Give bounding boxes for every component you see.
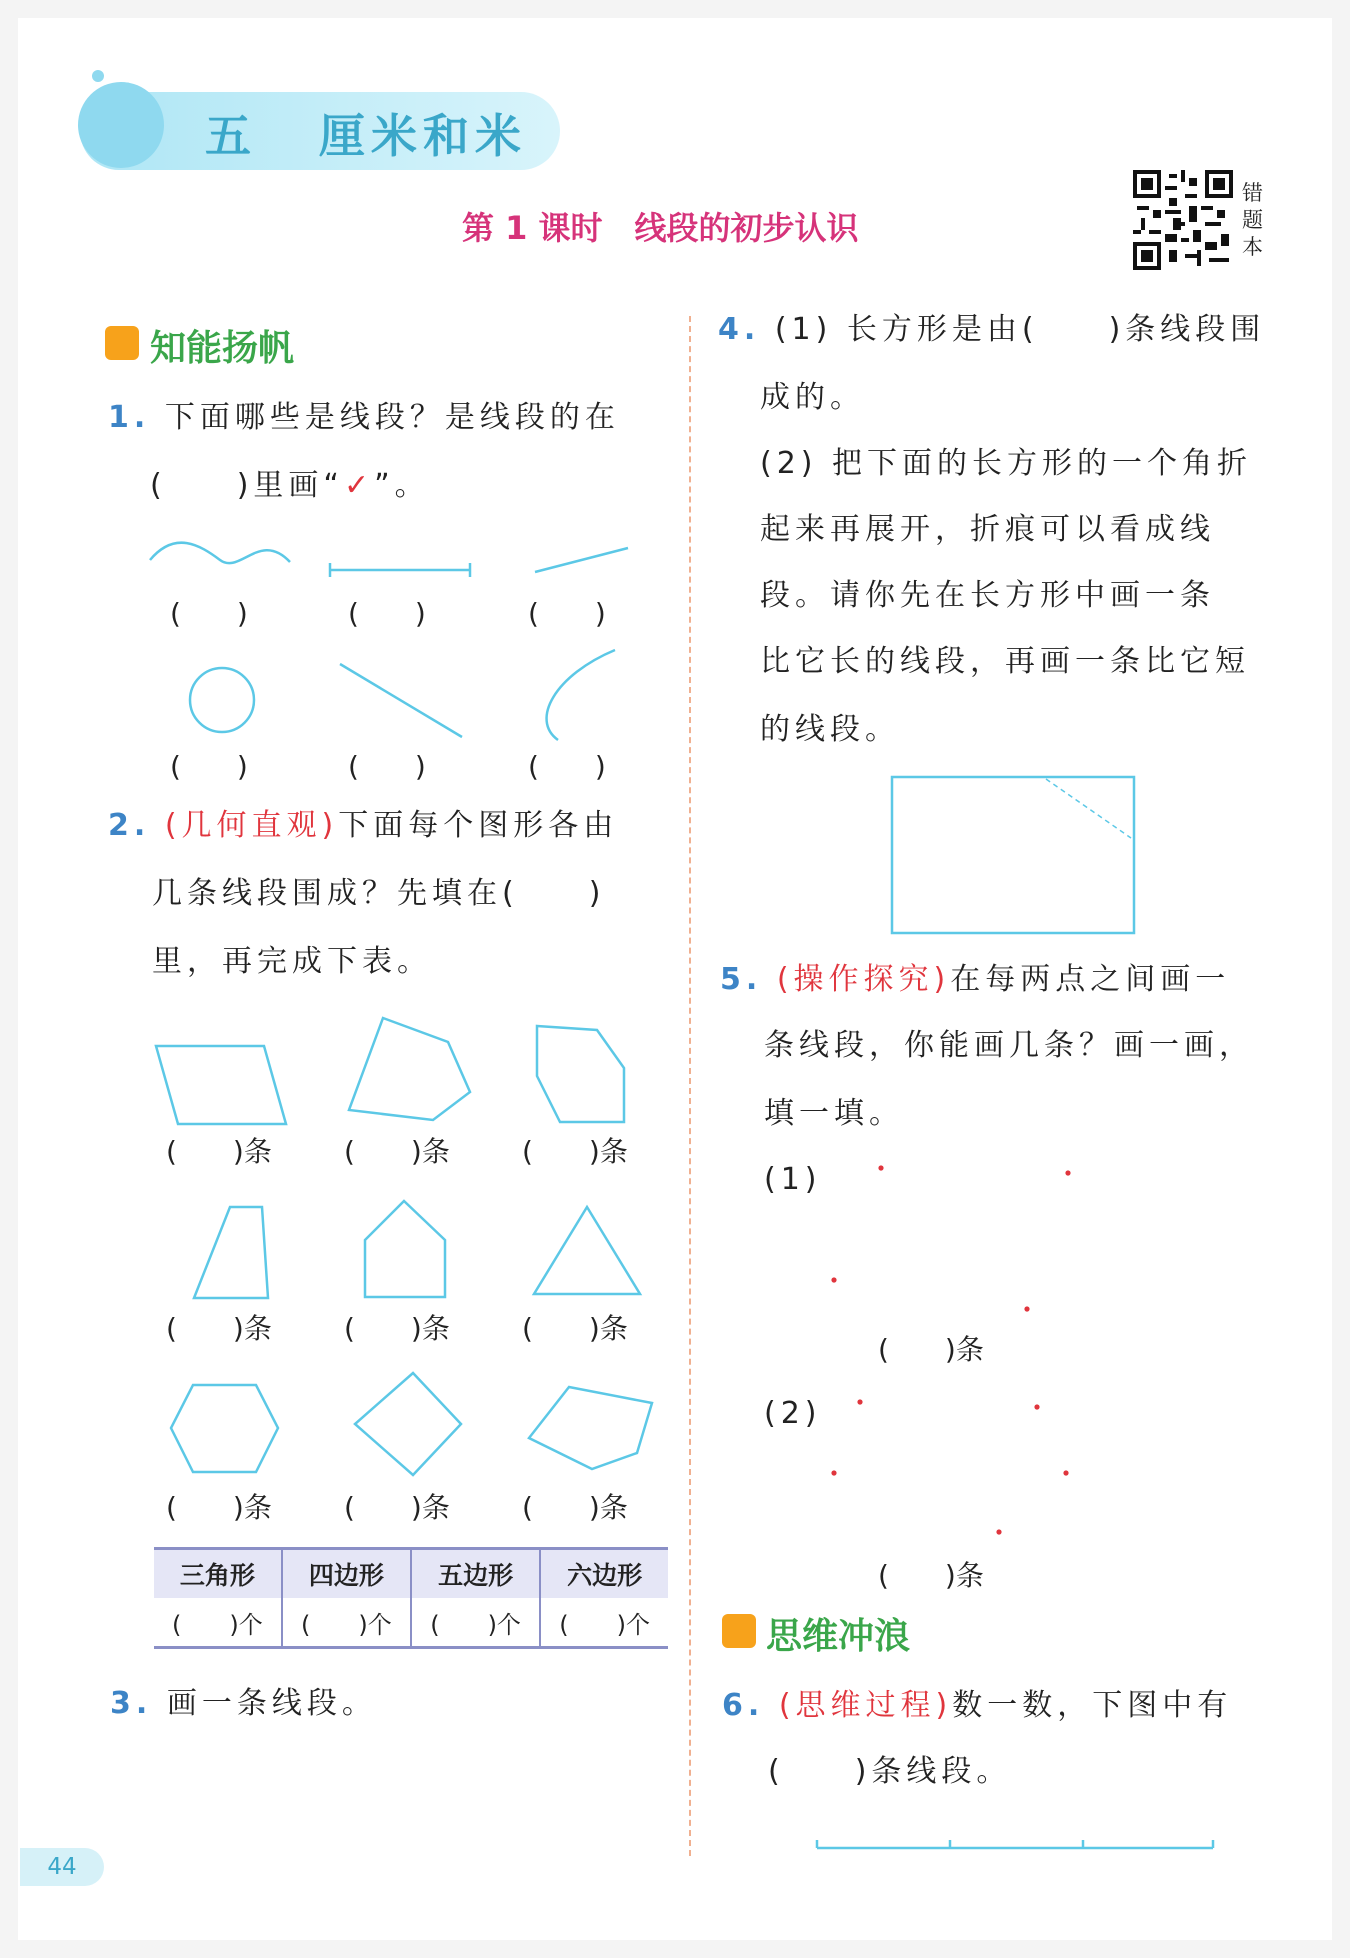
q2-answer[interactable]: ( )条 — [522, 1312, 628, 1345]
shape-trapezoid — [194, 1207, 268, 1298]
q4-p2-line2: 起来再展开，折痕可以看成线 — [760, 512, 1215, 547]
q4-p2-line3: 段。请你先在长方形中画一条 — [760, 578, 1215, 613]
column-divider — [689, 316, 691, 1856]
q2-tag: (几何直观) — [164, 808, 339, 843]
q3-number: 3. — [110, 1686, 153, 1721]
q1-number: 1. — [108, 400, 151, 435]
unit-title-text: 厘米和米 — [319, 109, 528, 163]
unit-number: 五 — [205, 109, 257, 163]
q2-line3: 里，再完成下表。 — [152, 944, 432, 979]
shape-house-pentagon — [365, 1201, 445, 1297]
q2-answer[interactable]: ( )条 — [166, 1135, 272, 1168]
table-cell[interactable]: ( )个 — [540, 1598, 668, 1648]
q5-dot — [857, 1399, 862, 1404]
q5-dot — [1063, 1470, 1068, 1475]
table-header: 五边形 — [411, 1549, 540, 1599]
table-cell[interactable]: ( )个 — [411, 1598, 540, 1648]
qr-label: 错题本 — [1242, 181, 1263, 259]
q1-slanted-line — [340, 664, 462, 737]
q1-segment-horizontal — [330, 563, 470, 577]
q1-curve — [547, 650, 615, 740]
lesson-title: 第 1 课时 线段的初步认识 — [462, 209, 859, 247]
q1-text2a: ( )里画“ — [150, 468, 344, 503]
q5-part1-label: (1) — [764, 1162, 822, 1197]
q5-answer[interactable]: ( )条 — [878, 1333, 984, 1366]
q4-number: 4. — [718, 312, 761, 347]
q3-line — [110, 1684, 377, 1724]
shape-quad — [529, 1387, 652, 1469]
check-mark-icon: ✓ — [343, 468, 375, 503]
q2-answer[interactable]: ( )条 — [166, 1491, 272, 1524]
q1-text2b: ”。 — [374, 468, 430, 503]
q2-answer[interactable]: ( )条 — [166, 1312, 272, 1345]
q2-answer[interactable]: ( )条 — [522, 1491, 628, 1524]
shape-parallelogram — [156, 1046, 286, 1124]
shape-pentagon-2 — [537, 1026, 624, 1122]
q2-answer[interactable]: ( )条 — [344, 1312, 450, 1345]
q2-number: 2. — [108, 808, 151, 843]
q6-tag: (思维过程) — [778, 1688, 953, 1723]
page-number: 44 — [20, 1848, 104, 1886]
q5-dot — [831, 1277, 836, 1282]
table-header: 三角形 — [154, 1549, 282, 1599]
table-header: 六边形 — [540, 1549, 668, 1599]
shape-count-table — [154, 1547, 668, 1649]
q1-ray — [535, 548, 628, 572]
q4-p1-line1: (1) 长方形是由( )条线段围 — [774, 312, 1266, 347]
q1-wavy-line — [150, 543, 290, 563]
q5-line2: 条线段，你能画几条？画一画， — [764, 1028, 1254, 1063]
q2-text1: 下面每个图形各由 — [338, 808, 619, 843]
q6-segment-figure — [817, 1840, 1213, 1848]
q4-fold-crease — [1046, 779, 1131, 838]
shape-diamond — [355, 1373, 461, 1475]
shape-pentagon-1 — [349, 1018, 470, 1120]
q2-answer[interactable]: ( )条 — [344, 1491, 450, 1524]
section-heading-siwei: 思维冲浪 — [766, 1616, 911, 1657]
table-header-row — [154, 1549, 668, 1599]
q4-p1-line2: 成的。 — [760, 380, 865, 415]
q5-number: 5. — [720, 962, 763, 997]
q1-paren[interactable]: ( ) — [528, 597, 606, 630]
q2-answer[interactable]: ( )条 — [344, 1135, 450, 1168]
q4-p2-line1: (2) 把下面的长方形的一个角折 — [760, 446, 1253, 481]
q4-p2-line5: 的线段。 — [760, 712, 900, 747]
q4-rectangle — [892, 777, 1134, 933]
q1-circle — [190, 668, 254, 732]
q5-dot — [831, 1470, 836, 1475]
shape-triangle — [534, 1207, 640, 1294]
wave-icon — [722, 1614, 756, 1648]
q5-tag: (操作探究) — [776, 962, 951, 997]
q5-line1 — [720, 960, 1230, 1000]
q1-text1: 下面哪些是线段？是线段的在 — [164, 400, 620, 435]
q5-line3: 填一填。 — [764, 1096, 904, 1131]
q1-paren[interactable]: ( ) — [170, 750, 248, 783]
q6-line1 — [722, 1686, 1232, 1726]
q2-line1 — [108, 806, 618, 846]
q5-text1: 在每两点之间画一 — [950, 962, 1231, 997]
q6-line2: ( )条线段。 — [768, 1754, 1012, 1789]
table-cell[interactable]: ( )个 — [154, 1598, 282, 1648]
q5-dot — [1065, 1170, 1070, 1175]
q5-dot — [1034, 1404, 1039, 1409]
q6-text1: 数一数，下图中有 — [952, 1688, 1233, 1723]
q5-dot — [1024, 1306, 1029, 1311]
q5-part2-label: (2) — [764, 1396, 822, 1431]
q1-paren[interactable]: ( ) — [528, 750, 606, 783]
q5-answer[interactable]: ( )条 — [878, 1559, 984, 1592]
table-header: 四边形 — [282, 1549, 411, 1599]
q1-paren[interactable]: ( ) — [348, 597, 426, 630]
section-heading-zhineng: 知能扬帆 — [150, 328, 295, 369]
q4-p2-line4: 比它长的线段，再画一条比它短 — [760, 644, 1250, 679]
q4-line1 — [718, 310, 1265, 350]
q5-dot — [996, 1529, 1001, 1534]
q1-paren[interactable]: ( ) — [348, 750, 426, 783]
q2-line2: 几条线段围成？先填在( ) — [152, 876, 606, 911]
shape-hexagon — [171, 1385, 278, 1472]
q2-answer[interactable]: ( )条 — [522, 1135, 628, 1168]
q1-paren[interactable]: ( ) — [170, 597, 248, 630]
table-row — [154, 1598, 668, 1648]
q5-dot — [878, 1165, 883, 1170]
q3-text: 画一条线段。 — [166, 1686, 377, 1721]
q6-number: 6. — [722, 1688, 765, 1723]
table-cell[interactable]: ( )个 — [282, 1598, 411, 1648]
